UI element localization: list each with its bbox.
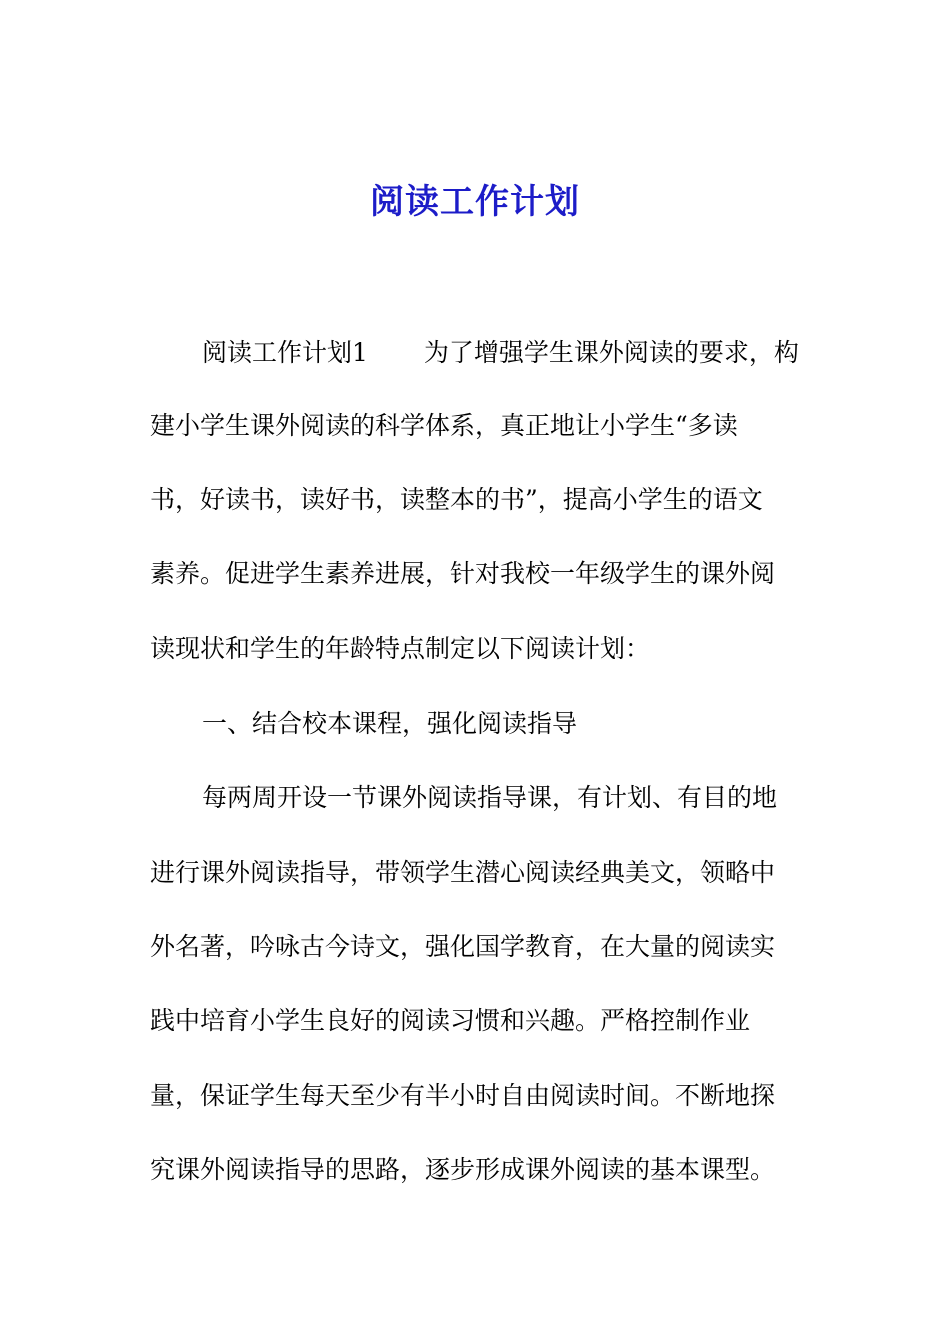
paragraph-line: 书，好读书，读好书，读整本的书”，提高小学生的语文 [150, 485, 763, 514]
paragraph-line: 建小学生课外阅读的科学体系，真正地让小学生“多读 [150, 411, 738, 440]
paragraph-text: 为了增强学生课外阅读的要求，构 [423, 338, 799, 367]
paragraph-line: 读现状和学生的年龄特点制定以下阅读计划： [150, 634, 651, 663]
paragraph-line: 践中培育小学生良好的阅读习惯和兴趣。严格控制作业 [150, 1006, 751, 1035]
paragraph-line: 每两周开设一节课外阅读指导课，有计划、有目的地 [202, 783, 778, 812]
paragraph-line: 进行课外阅读指导，带领学生潜心阅读经典美文，领略中 [150, 858, 776, 887]
paragraph-line: 外名著，吟咏古今诗文，强化国学教育，在大量的阅读实 [150, 932, 776, 961]
section-label: 阅读工作计划1 [202, 338, 368, 367]
paragraph-line [202, 333, 799, 373]
paragraph-line: 量，保证学生每天至少有半小时自由阅读时间。不断地探 [150, 1081, 776, 1110]
document-title: 阅读工作计划 [370, 182, 580, 222]
paragraph-line: 素养。促进学生素养进展，针对我校一年级学生的课外阅 [150, 559, 776, 588]
paragraph-line: 究课外阅读指导的思路，逐步形成课外阅读的基本课型。 [150, 1155, 776, 1184]
section-heading: 一、结合校本课程，强化阅读指导 [202, 709, 578, 738]
